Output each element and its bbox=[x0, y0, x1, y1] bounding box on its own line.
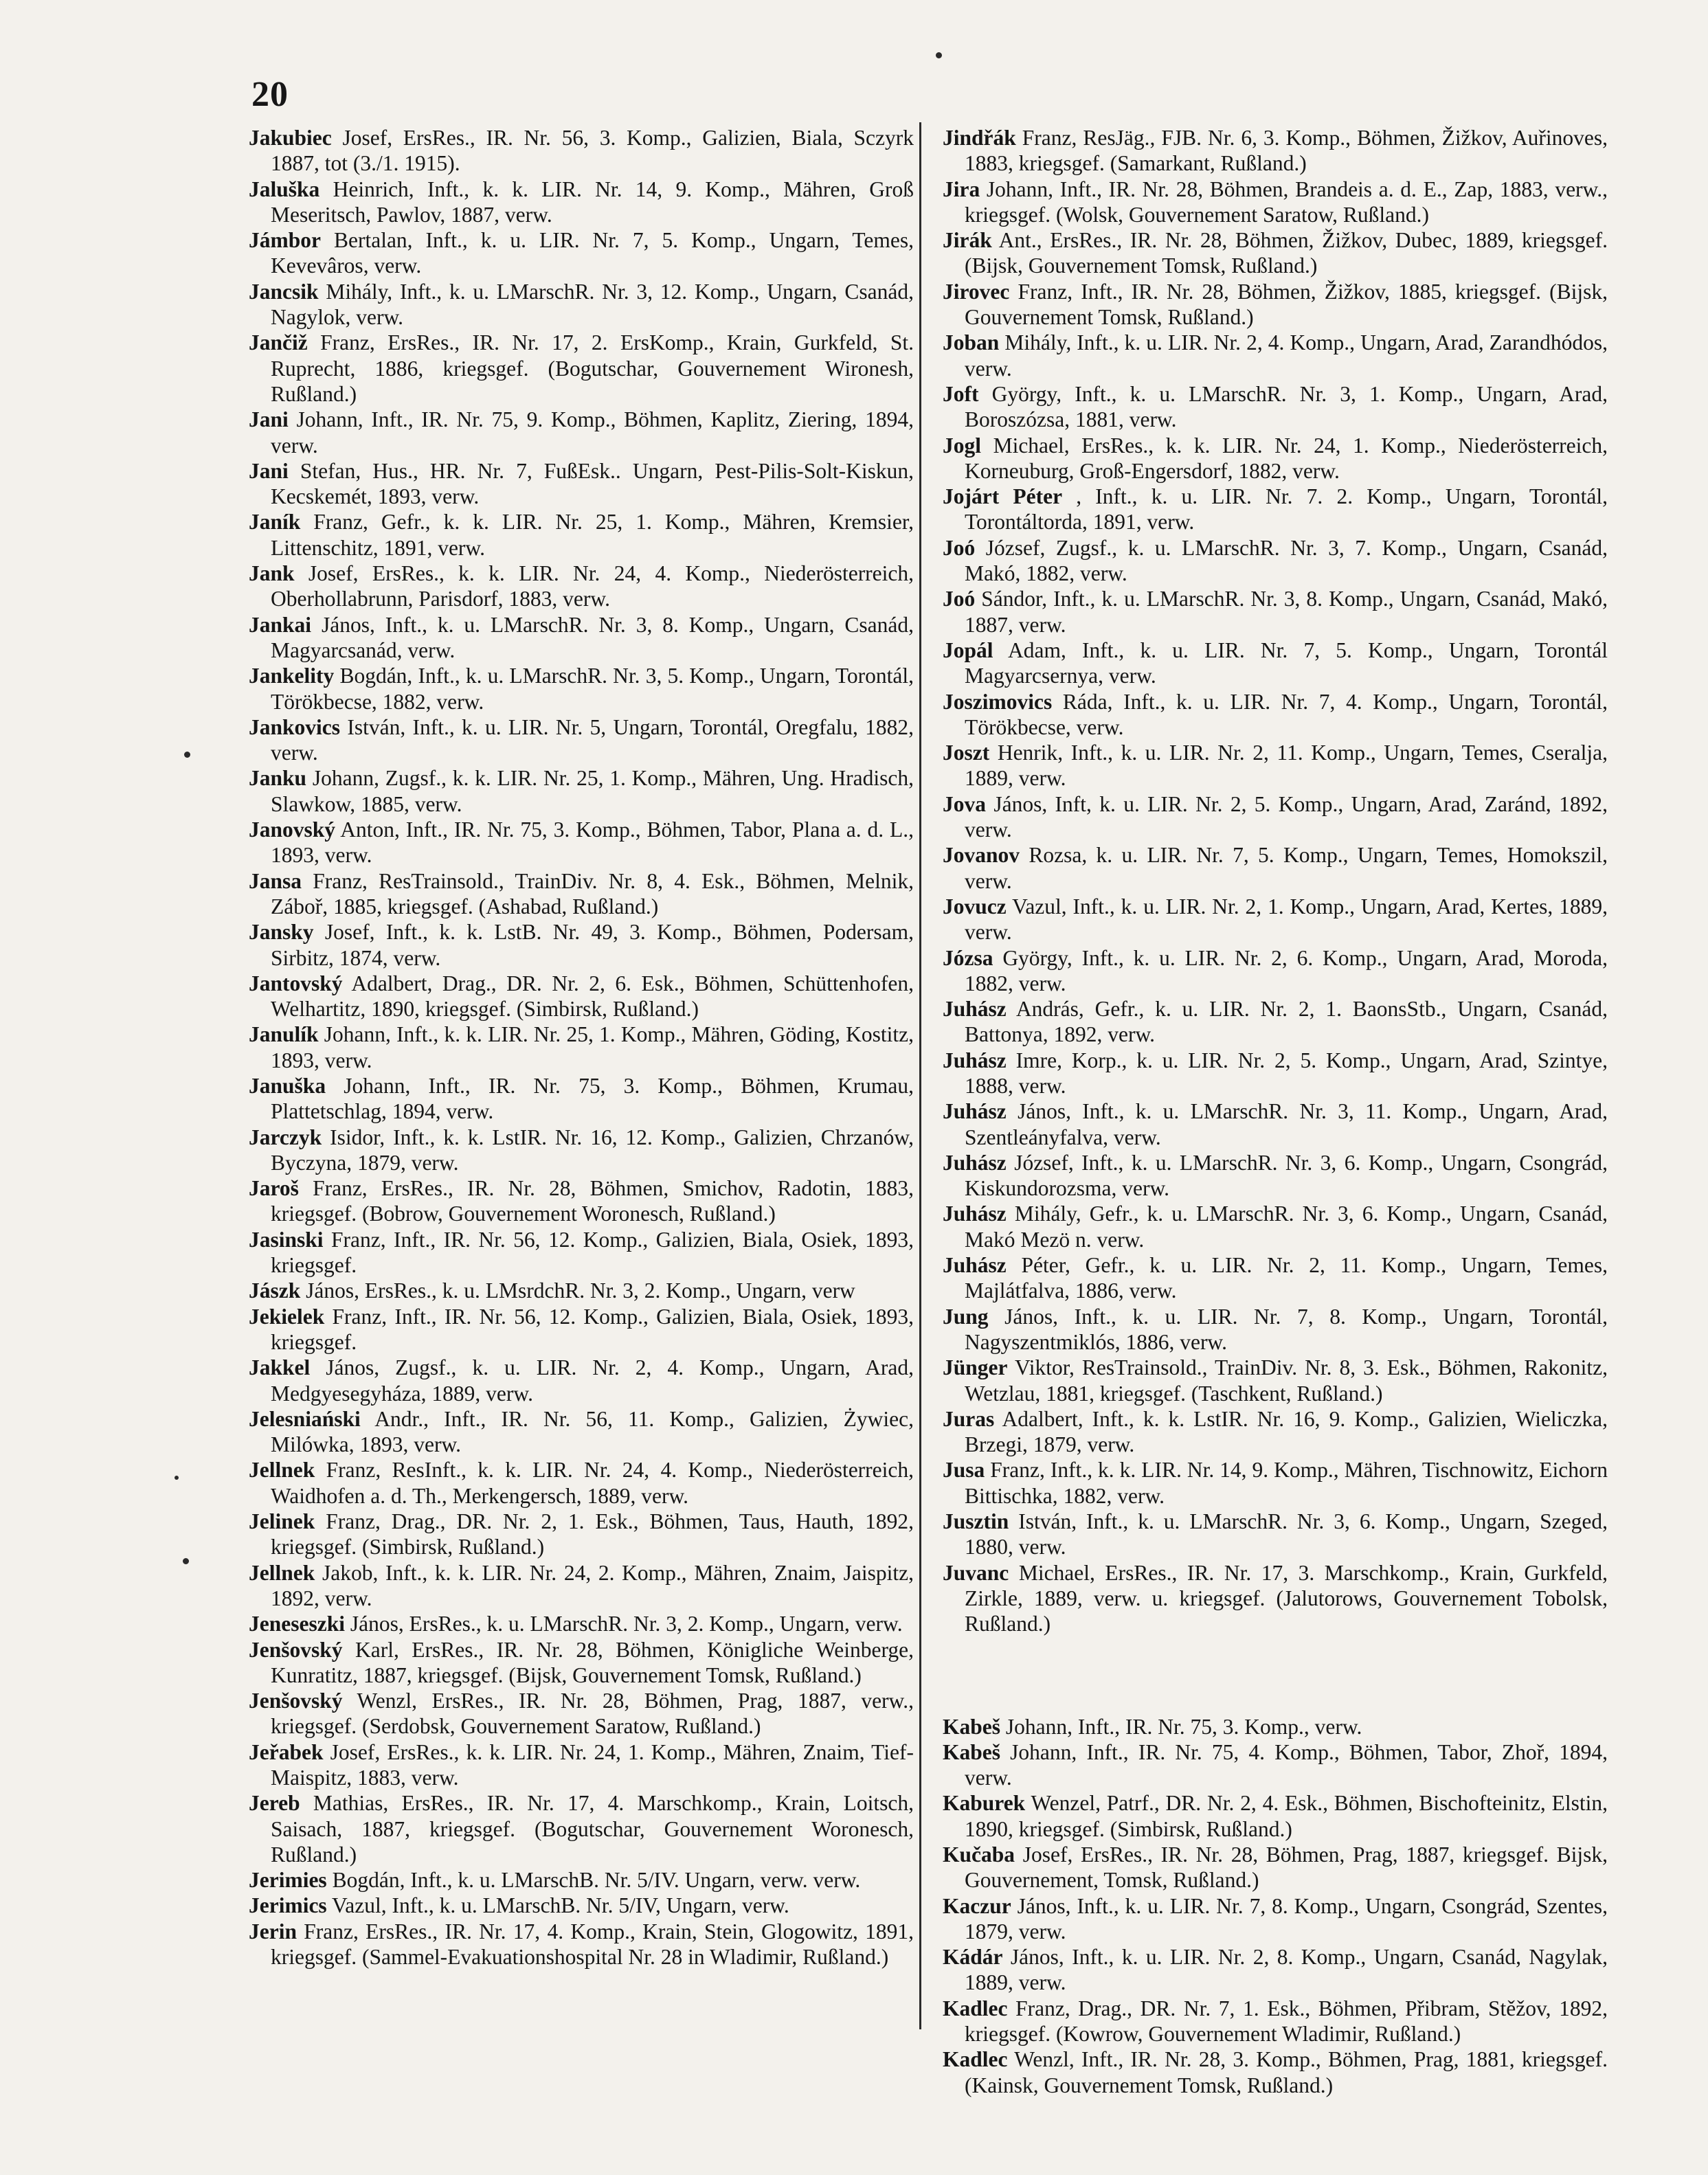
register-entry bbox=[249, 1637, 914, 1689]
register-entry bbox=[943, 125, 1608, 177]
register-entry bbox=[249, 919, 914, 971]
entry-details: Johann, Inft., IR. Nr. 28, Böhmen, Brandeis a. d. E., Zap, 1883, verw., kriegsgef. (Wolsk, Gouvernement Saratow, Rußland.) bbox=[965, 177, 1608, 227]
entry-details: Franz, ErsRes., IR. Nr. 17, 2. ErsKomp., Krain, Gurkfeld, St. Ruprecht, 1886, kriegsgef. (Bogutschar, Gouvernement Wironesh, Rußland.) bbox=[271, 330, 914, 406]
register-entry bbox=[249, 1739, 914, 1791]
entry-surname: Jansky bbox=[249, 920, 314, 945]
entry-surname: Jopál bbox=[943, 638, 993, 662]
register-entry bbox=[249, 458, 914, 510]
right-column bbox=[943, 125, 1608, 2098]
page-number: 20 bbox=[251, 75, 289, 114]
entry-details: János, ErsRes., k. u. LMarschR. Nr. 3, 2. Komp., Ungarn, verw. bbox=[350, 1612, 903, 1636]
entry-details: János, Zugsf., k. u. LIR. Nr. 2, 4. Komp., Ungarn, Arad, Medgyesegyháza, 1889, verw. bbox=[271, 1355, 914, 1406]
entry-details: Vazul, Inft., k. u. LMarschB. Nr. 5/IV, Ungarn, verw. bbox=[332, 1893, 789, 1918]
entry-surname: Kádár bbox=[943, 1945, 1003, 1970]
register-entry bbox=[943, 1739, 1608, 1791]
entry-surname: Jank bbox=[249, 561, 295, 586]
entry-details: Viktor, ResTrainsold., TrainDiv. Nr. 8, 3. Esk., Böhmen, Rakonitz, Wetzlau, 1881, kriegsgef. (Taschkent, Rußland.) bbox=[965, 1355, 1608, 1406]
register-entry bbox=[249, 1560, 914, 1612]
entry-details: Wenzl, ErsRes., IR. Nr. 28, Böhmen, Prag, 1887, verw., kriegsgef. (Serdobsk, Gouvernement Saratow, Rußland.) bbox=[271, 1689, 914, 1739]
register-entry bbox=[943, 1098, 1608, 1150]
entry-details: Josef, ErsRes., IR. Nr. 56, 3. Komp., Galizien, Biala, Sczyrk 1887, tot (3./1. 1915). bbox=[271, 126, 914, 176]
register-entry bbox=[943, 842, 1608, 894]
entry-surname: Juhász bbox=[943, 997, 1007, 1022]
entry-surname: Jeřabek bbox=[249, 1739, 324, 1764]
register-entry bbox=[249, 1919, 914, 1970]
register-entry bbox=[943, 227, 1608, 279]
entry-surname: Janovský bbox=[249, 818, 336, 842]
entry-surname: Janulík bbox=[249, 1022, 319, 1047]
register-entry bbox=[249, 279, 914, 330]
entry-details: Michael, ErsRes., k. k. LIR. Nr. 24, 1. Komp., Niederösterreich, Korneuburg, Groß-Engersdorf, 1882, verw. bbox=[965, 433, 1608, 483]
entry-surname: Joszt bbox=[943, 741, 990, 765]
entry-details: Franz, ResInft., k. k. LIR. Nr. 24, 4. Komp., Niederösterreich, Waidhofen a. d. Th., Merkengersch, 1889, verw. bbox=[271, 1458, 914, 1508]
entry-surname: Jogl bbox=[943, 433, 982, 458]
entry-surname: Joó bbox=[943, 535, 976, 560]
entry-surname: Jerimies bbox=[249, 1868, 327, 1893]
entry-details: Adalbert, Drag., DR. Nr. 2, 6. Esk., Böhmen, Schüttenhofen, Welhartitz, 1890, kriegsgef. (Simbirsk, Rußland.) bbox=[271, 971, 914, 1022]
register-entry bbox=[943, 535, 1608, 587]
entry-surname: Jakkel bbox=[249, 1355, 311, 1380]
entry-details: Johann, Inft., IR. Nr. 75, 4. Komp., Böhmen, Tabor, Zhoř, 1894, verw. bbox=[965, 1739, 1608, 1790]
register-entry bbox=[943, 1893, 1608, 1945]
entry-surname: Jeneseszki bbox=[249, 1612, 345, 1636]
entry-details: Franz, Gefr., k. k. LIR. Nr. 25, 1. Komp., Mähren, Kremsier, Littenschitz, 1891, verw. bbox=[271, 510, 914, 560]
entry-details: Franz, Drag., DR. Nr. 2, 1. Esk., Böhmen, Taus, Hauth, 1892, kriegsgef. (Simbirsk, Rußland.) bbox=[271, 1509, 914, 1559]
register-entry bbox=[943, 2047, 1608, 2098]
entry-details: Johann, Inft., IR. Nr. 75, 3. Komp., verw. bbox=[1005, 1714, 1362, 1739]
entry-details: Stefan, Hus., HR. Nr. 7, FußEsk.. Ungarn, Pest-Pilis-Solt-Kiskun, Kecskemét, 1893, verw. bbox=[271, 458, 914, 509]
entry-details: Andr., Inft., IR. Nr. 56, 11. Komp., Galizien, Żywiec, Milówka, 1893, verw. bbox=[271, 1406, 914, 1457]
entry-surname: Jindřák bbox=[943, 126, 1016, 150]
register-entry bbox=[249, 1611, 914, 1636]
entry-surname: Januška bbox=[249, 1073, 326, 1098]
register-entry bbox=[943, 279, 1608, 330]
entry-details: Imre, Korp., k. u. LIR. Nr. 2, 5. Komp., Ungarn, Arad, Szintye, 1888, verw. bbox=[965, 1048, 1608, 1098]
entry-details: Franz, ErsRes., IR. Nr. 28, Böhmen, Smichov, Radotin, 1883, kriegsgef. (Bobrow, Gouvernement Woronesch, Rußland.) bbox=[271, 1176, 914, 1226]
register-entry bbox=[249, 1304, 914, 1355]
entry-surname: Jerimics bbox=[249, 1893, 327, 1918]
entry-surname: Jámbor bbox=[249, 228, 321, 253]
entry-surname: Juhász bbox=[943, 1048, 1007, 1072]
entry-details: Adalbert, Inft., k. k. LstIR. Nr. 16, 9. Komp., Galizien, Wieliczka, Brzegi, 1879, verw. bbox=[965, 1406, 1608, 1457]
entry-details: Henrik, Inft., k. u. LIR. Nr. 2, 11. Komp., Ungarn, Temes, Cseralja, 1889, verw. bbox=[965, 741, 1608, 791]
entry-surname: Jung bbox=[943, 1304, 989, 1329]
register-entry bbox=[943, 381, 1608, 433]
entry-details: János, Inft., k. u. LIR. Nr. 7, 8. Komp., Ungarn, Csongrád, Szentes, 1879, verw. bbox=[965, 1893, 1608, 1943]
entry-details: Franz, Inft., IR. Nr. 28, Böhmen, Žižkov, 1885, kriegsgef. (Bijsk, Gouvernement Tomsk, Rußland.) bbox=[965, 279, 1608, 330]
entry-surname: Jászk bbox=[249, 1278, 301, 1303]
register-entry bbox=[249, 1790, 914, 1867]
entry-details: János, Inft., k. u. LIR. Nr. 7, 8. Komp., Ungarn, Torontál, Nagyszentmiklós, 1886, verw. bbox=[965, 1304, 1608, 1354]
register-entry bbox=[943, 945, 1608, 997]
entry-details: Johann, Zugsf., k. k. LIR. Nr. 25, 1. Komp., Mähren, Ung. Hradisch, Slawkow, 1885, verw. bbox=[271, 766, 914, 816]
entry-details: István, Inft., k. u. LIR. Nr. 5, Ungarn, Torontál, Oregfalu, 1882, verw. bbox=[271, 714, 914, 765]
entry-surname: Jaroš bbox=[249, 1176, 299, 1201]
register-entry bbox=[943, 1842, 1608, 1893]
entry-details: Wenzl, Inft., IR. Nr. 28, 3. Komp., Böhmen, Prag, 1881, kriegsgef. (Kainsk, Gouvernement Tomsk, Rußland.) bbox=[965, 2047, 1608, 2097]
entry-surname: Kabeš bbox=[943, 1739, 1001, 1764]
register-entry bbox=[943, 484, 1608, 535]
register-entry bbox=[943, 1790, 1608, 1842]
register-entry bbox=[249, 868, 914, 920]
entry-surname: Kaburek bbox=[943, 1791, 1026, 1816]
register-entry bbox=[249, 1175, 914, 1227]
entry-surname: Józsa bbox=[943, 945, 993, 970]
entry-details: Anton, Inft., IR. Nr. 75, 3. Komp., Böhmen, Tabor, Plana a. d. L., 1893, verw. bbox=[271, 818, 914, 868]
entry-details: József, Zugsf., k. u. LMarschR. Nr. 3, 7. Komp., Ungarn, Csanád, Makó, 1882, verw. bbox=[965, 535, 1608, 586]
register-entry bbox=[249, 177, 914, 228]
register-entry bbox=[249, 971, 914, 1022]
register-entry bbox=[943, 1201, 1608, 1252]
scan-speck bbox=[175, 1476, 179, 1480]
entry-details: György, Inft., k. u. LMarschR. Nr. 3, 1. Komp., Ungarn, Arad, Boroszózsa, 1881, verw. bbox=[965, 381, 1608, 432]
entry-details: Josef, ErsRes., IR. Nr. 28, Böhmen, Prag, 1887, kriegsgef. Bijsk, Gouvernement, Tomsk, Rußland.) bbox=[965, 1842, 1608, 1893]
register-entry bbox=[249, 663, 914, 714]
column-divider bbox=[919, 122, 921, 2029]
entry-details: Isidor, Inft., k. k. LstIR. Nr. 16, 12. Komp., Galizien, Chrzanów, Byczyna, 1879, verw. bbox=[271, 1125, 914, 1175]
entry-surname: Janku bbox=[249, 766, 307, 791]
register-entry bbox=[943, 177, 1608, 228]
entry-details: Josef, Inft., k. k. LstB. Nr. 49, 3. Komp., Böhmen, Podersam, Sirbitz, 1874, verw. bbox=[271, 920, 914, 970]
register-entry bbox=[943, 1509, 1608, 1560]
entry-details: Franz, ResTrainsold., TrainDiv. Nr. 8, 4. Esk., Böhmen, Melnik, Zábоř, 1885, kriegsgef. (Ashabad, Rußland.) bbox=[271, 868, 914, 919]
register-entry bbox=[943, 586, 1608, 638]
entry-details: Karl, ErsRes., IR. Nr. 28, Böhmen, Königliche Weinberge, Kunratitz, 1887, kriegsgef. (Bijsk, Gouvernement Tomsk, Rußland.) bbox=[271, 1637, 914, 1687]
scan-speck bbox=[184, 752, 190, 758]
entry-surname: Kadlec bbox=[943, 1996, 1008, 2020]
register-entry bbox=[943, 1304, 1608, 1355]
entry-surname: Jankai bbox=[249, 612, 312, 637]
register-entry bbox=[249, 1688, 914, 1739]
register-entry bbox=[249, 407, 914, 458]
entry-details: Sándor, Inft., k. u. LMarschR. Nr. 3, 8. Komp., Ungarn, Csanád, Makó, 1887, verw. bbox=[965, 587, 1608, 637]
entry-surname: Juhász bbox=[943, 1099, 1007, 1124]
entry-surname: Jelesniański bbox=[249, 1406, 361, 1431]
register-entry bbox=[943, 996, 1608, 1048]
entry-surname: Jojárt Péter bbox=[943, 484, 1063, 509]
entry-surname: Juhász bbox=[943, 1150, 1007, 1175]
register-entry bbox=[943, 1252, 1608, 1304]
entry-surname: Jankelity bbox=[249, 664, 335, 688]
entry-surname: Jansa bbox=[249, 868, 302, 893]
entry-surname: Jova bbox=[943, 791, 986, 816]
entry-surname: Jovucz bbox=[943, 894, 1007, 919]
entry-surname: Jirovec bbox=[943, 279, 1010, 304]
entry-details: Mihály, Inft., k. u. LIR. Nr. 2, 4. Komp., Ungarn, Arad, Zarandhódos, verw. bbox=[965, 330, 1608, 381]
entry-surname: Joszimovics bbox=[943, 689, 1053, 714]
entry-surname: Joft bbox=[943, 381, 979, 406]
register-entry bbox=[249, 125, 914, 177]
entry-surname: Kabeš bbox=[943, 1714, 1001, 1739]
entry-details: Heinrich, Inft., k. k. LIR. Nr. 14, 9. Komp., Mähren, Groß Meseritsch, Pawlov, 1887, verw. bbox=[271, 177, 914, 227]
entry-surname: Jaluška bbox=[249, 177, 320, 201]
entry-surname: Joó bbox=[943, 587, 976, 611]
entry-details: Ráda, Inft., k. u. LIR. Nr. 7, 4. Komp., Ungarn, Torontál, Törökbecse, verw. bbox=[965, 689, 1608, 739]
entry-details: Josef, ErsRes., k. k. LIR. Nr. 24, 1. Komp., Mähren, Znaim, Tief-Maispitz, 1883, verw. bbox=[271, 1739, 914, 1790]
section-gap bbox=[943, 1637, 1608, 1714]
register-entry bbox=[249, 330, 914, 407]
entry-details: György, Inft., k. u. LIR. Nr. 2, 6. Komp., Ungarn, Arad, Moroda, 1882, verw. bbox=[965, 945, 1608, 995]
register-entry bbox=[943, 1355, 1608, 1406]
entry-surname: Juhász bbox=[943, 1202, 1007, 1226]
entry-details: Bertalan, Inft., k. u. LIR. Nr. 7, 5. Komp., Ungarn, Temes, Kevevâros, verw. bbox=[271, 228, 914, 278]
register-entry bbox=[249, 1227, 914, 1278]
register-entry bbox=[943, 1150, 1608, 1202]
register-entry bbox=[249, 612, 914, 664]
entry-details: Franz, Drag., DR. Nr. 7, 1. Esk., Böhmen, Přibram, Stěžov, 1892, kriegsgef. (Kowrow, Gouvernement Wladimir, Rußland.) bbox=[965, 1996, 1608, 2047]
left-column bbox=[249, 125, 914, 1970]
register-entry bbox=[943, 689, 1608, 741]
register-entry bbox=[249, 1355, 914, 1406]
register-entry bbox=[249, 1073, 914, 1125]
register-entry bbox=[943, 1560, 1608, 1637]
entry-details: János, ErsRes., k. u. LMsrdchR. Nr. 3, 2. Komp., Ungarn, verw bbox=[306, 1278, 855, 1303]
entry-details: Péter, Gefr., k. u. LIR. Nr. 2, 11. Komp., Ungarn, Temes, Majlátfalva, 1886, verw. bbox=[965, 1253, 1608, 1303]
entry-details: János, Inft., k. u. LIR. Nr. 2, 8. Komp., Ungarn, Csanád, Nagylak, 1889, verw. bbox=[965, 1945, 1608, 1995]
entry-details: Mihály, Inft., k. u. LMarschR. Nr. 3, 12. Komp., Ungarn, Csanád, Nagylok, verw. bbox=[271, 279, 914, 330]
entry-details: József, Inft., k. u. LMarschR. Nr. 3, 6. Komp., Ungarn, Csongrád, Kiskundorozsma, verw. bbox=[965, 1150, 1608, 1201]
register-entry bbox=[943, 894, 1608, 945]
entry-surname: Juras bbox=[943, 1406, 995, 1431]
entry-surname: Janík bbox=[249, 510, 301, 534]
entry-details: Franz, ErsRes., IR. Nr. 17, 4. Komp., Krain, Stein, Glogowitz, 1891, kriegsgef. (Sammel-Evakuationshospital Nr. 28 in Wladimir, Rußland.) bbox=[271, 1919, 914, 1970]
entry-details: Johann, Inft., k. k. LIR. Nr. 25, 1. Komp., Mähren, Göding, Kostitz, 1893, verw. bbox=[271, 1022, 914, 1072]
register-entry bbox=[249, 1406, 914, 1458]
entry-surname: Jankovics bbox=[249, 714, 341, 739]
register-entry bbox=[249, 561, 914, 612]
entry-details: István, Inft., k. u. LMarschR. Nr. 3, 6. Komp., Ungarn, Szeged, 1880, verw. bbox=[965, 1509, 1608, 1559]
register-entry bbox=[943, 1457, 1608, 1509]
register-entry bbox=[249, 817, 914, 868]
register-entry bbox=[249, 1867, 914, 1893]
entry-details: János, Inft., k. u. LMarschR. Nr. 3, 11. Komp., Ungarn, Arad, Szentleányfalva, verw. bbox=[965, 1099, 1608, 1149]
scan-speck bbox=[183, 1558, 189, 1564]
entry-surname: Kučaba bbox=[943, 1842, 1015, 1867]
entry-surname: Jasinski bbox=[249, 1227, 324, 1252]
register-entry bbox=[943, 1406, 1608, 1458]
entry-surname: Juvanc bbox=[943, 1560, 1009, 1585]
entry-details: Michael, ErsRes., IR. Nr. 17, 3. Marschkomp., Krain, Gurkfeld, Zirkle, 1889, verw. u. kriegsgef. (Jalutorows, Gouvernement Tobolsk, Rußland.) bbox=[965, 1560, 1608, 1636]
entry-details: , Inft., k. u. LIR. Nr. 7. 2. Komp., Ungarn, Torontál, Torontáltorda, 1891, verw. bbox=[965, 484, 1608, 534]
register-entry bbox=[249, 765, 914, 817]
register-entry bbox=[943, 330, 1608, 381]
entry-details: Franz, Inft., k. k. LIR. Nr. 14, 9. Komp., Mähren, Tischnowitz, Eichorn Bittischka, 1882, verw. bbox=[965, 1458, 1608, 1508]
entry-surname: Joban bbox=[943, 330, 1000, 355]
entry-details: Mathias, ErsRes., IR. Nr. 17, 4. Marschkomp., Krain, Loitsch, Saisach, 1887, kriegsgef. (Bogutschar, Gouvernement Woronesch, Rußland.) bbox=[271, 1791, 914, 1867]
register-entry bbox=[943, 791, 1608, 843]
entry-surname: Jenšovský bbox=[249, 1689, 343, 1713]
entry-surname: Jira bbox=[943, 177, 980, 201]
entry-surname: Jereb bbox=[249, 1791, 300, 1816]
entry-surname: Jarczyk bbox=[249, 1125, 322, 1149]
entry-surname: Jellnek bbox=[249, 1560, 315, 1585]
entry-surname: Jirák bbox=[943, 228, 992, 253]
entry-details: Rozsa, k. u. LIR. Nr. 7, 5. Komp., Ungarn, Temes, Homokszil, verw. bbox=[965, 843, 1608, 893]
entry-surname: Jani bbox=[249, 458, 289, 483]
entry-details: Bogdán, Inft., k. u. LMarschR. Nr. 3, 5. Komp., Ungarn, Torontál, Törökbecse, 1882, verw. bbox=[271, 664, 914, 714]
entry-surname: Jakubiec bbox=[249, 126, 332, 150]
register-entry bbox=[249, 1278, 914, 1303]
entry-surname: Jovanov bbox=[943, 843, 1020, 868]
entry-details: Josef, ErsRes., k. k. LIR. Nr. 24, 4. Komp., Niederösterreich, Oberhollabrunn, Parisdorf, 1883, verw. bbox=[271, 561, 914, 611]
entry-surname: Jellnek bbox=[249, 1458, 315, 1483]
entry-details: Franz, ResJäg., FJB. Nr. 6, 3. Komp., Böhmen, Žižkov, Auřinoves, 1883, kriegsgef. (Samarkant, Rußland.) bbox=[965, 126, 1608, 176]
entry-details: Franz, Inft., IR. Nr. 56, 12. Komp., Galizien, Biala, Osiek, 1893, kriegsgef. bbox=[271, 1227, 914, 1278]
entry-details: Mihály, Gefr., k. u. LMarschR. Nr. 3, 6. Komp., Ungarn, Csanád, Makó Mezö n. verw. bbox=[965, 1202, 1608, 1252]
entry-surname: Jelinek bbox=[249, 1509, 315, 1534]
entry-surname: Juhász bbox=[943, 1253, 1007, 1278]
entry-surname: Jani bbox=[249, 407, 289, 432]
entry-details: Johann, Inft., IR. Nr. 75, 3. Komp., Böhmen, Krumau, Plattetschlag, 1894, verw. bbox=[271, 1073, 914, 1124]
register-entry bbox=[249, 227, 914, 279]
entry-surname: Jekielek bbox=[249, 1304, 325, 1329]
entry-surname: Jünger bbox=[943, 1355, 1008, 1380]
entry-details: Adam, Inft., k. u. LIR. Nr. 7, 5. Komp., Ungarn, Torontál Magyarcsernya, verw. bbox=[965, 638, 1608, 688]
entry-surname: Jenšovský bbox=[249, 1637, 343, 1662]
register-entry bbox=[249, 1125, 914, 1176]
register-entry bbox=[249, 1457, 914, 1509]
register-entry bbox=[943, 740, 1608, 791]
register-entry bbox=[249, 1893, 914, 1918]
entry-surname: Jancsik bbox=[249, 279, 319, 304]
entry-surname: Jusa bbox=[943, 1458, 985, 1483]
register-entry bbox=[943, 638, 1608, 689]
entry-details: Vazul, Inft., k. u. LIR. Nr. 2, 1. Komp., Ungarn, Arad, Kertes, 1889, verw. bbox=[965, 894, 1608, 945]
entry-surname: Jantovský bbox=[249, 971, 343, 995]
entry-details: Wenzel, Patrf., DR. Nr. 2, 4. Esk., Böhmen, Bischofteinitz, Elstin, 1890, kriegsgef. (Simbirsk, Rußland.) bbox=[965, 1791, 1608, 1841]
register-entry bbox=[249, 1022, 914, 1073]
scan-speck bbox=[936, 52, 942, 58]
register-entry bbox=[249, 1509, 914, 1560]
entry-details: János, Inft., k. u. LMarschR. Nr. 3, 8. Komp., Ungarn, Csanád, Magyarcsanád, verw. bbox=[271, 612, 914, 662]
register-entry bbox=[943, 1944, 1608, 1996]
entry-details: András, Gefr., k. u. LIR. Nr. 2, 1. BaonsStb., Ungarn, Csanád, Battonya, 1892, verw. bbox=[965, 997, 1608, 1047]
entry-surname: Jančiž bbox=[249, 330, 308, 355]
entry-details: Jakob, Inft., k. k. LIR. Nr. 24, 2. Komp., Mähren, Znaim, Jaispitz, 1892, verw. bbox=[271, 1560, 914, 1610]
register-entry bbox=[943, 1996, 1608, 2047]
entry-details: Bogdán, Inft., k. u. LMarschB. Nr. 5/IV. Ungarn, verw. verw. bbox=[332, 1868, 861, 1893]
entry-surname: Kadlec bbox=[943, 2047, 1008, 2072]
register-entry bbox=[943, 1048, 1608, 1099]
register-entry bbox=[943, 433, 1608, 484]
entry-details: Franz, Inft., IR. Nr. 56, 12. Komp., Galizien, Biala, Osiek, 1893, kriegsgef. bbox=[271, 1304, 914, 1354]
entry-surname: Jerin bbox=[249, 1919, 297, 1943]
entry-details: Johann, Inft., IR. Nr. 75, 9. Komp., Böhmen, Kaplitz, Ziering, 1894, verw. bbox=[271, 407, 914, 458]
register-entry bbox=[249, 509, 914, 561]
entry-surname: Kaczur bbox=[943, 1893, 1011, 1918]
entry-surname: Jusztin bbox=[943, 1509, 1009, 1534]
entry-details: János, Inft, k. u. LIR. Nr. 2, 5. Komp., Ungarn, Arad, Zaránd, 1892, verw. bbox=[965, 791, 1608, 842]
register-entry bbox=[249, 714, 914, 766]
register-entry bbox=[943, 1714, 1608, 1739]
entry-details: Ant., ErsRes., IR. Nr. 28, Böhmen, Žižkov, Dubec, 1889, kriegsgef. (Bijsk, Gouvernement Tomsk, Rußland.) bbox=[965, 228, 1608, 278]
